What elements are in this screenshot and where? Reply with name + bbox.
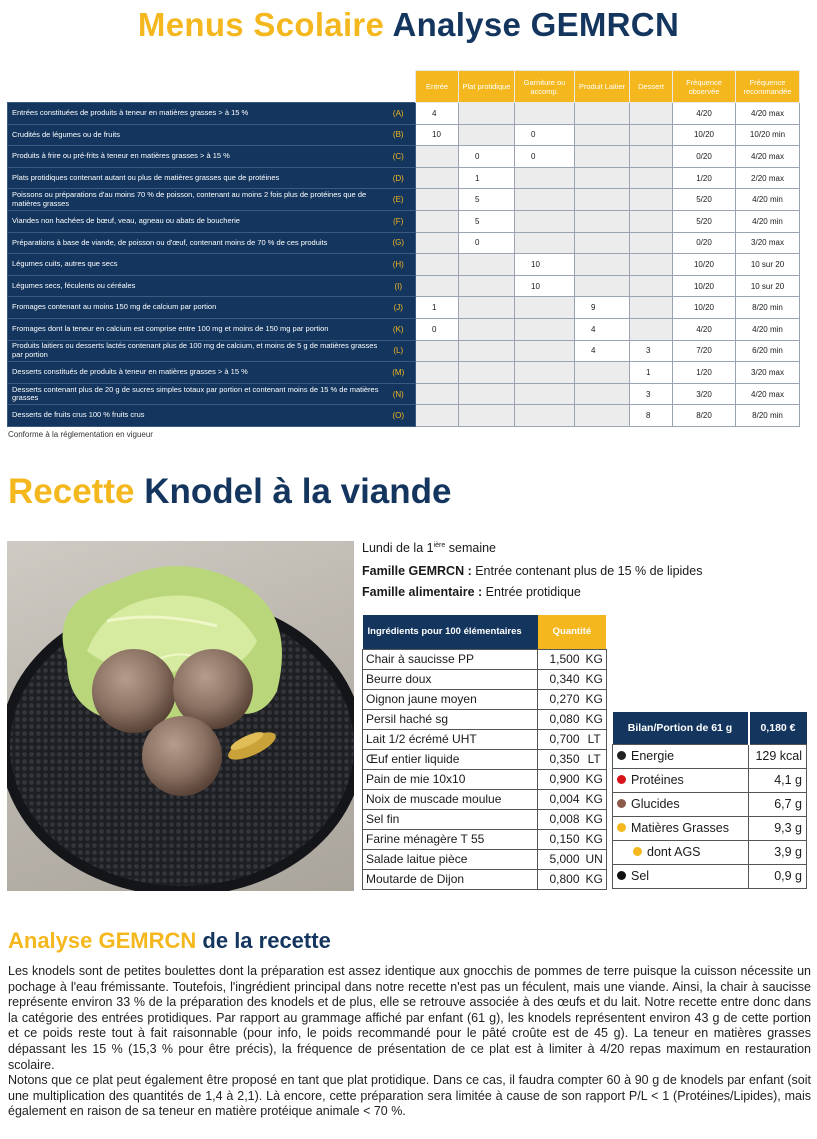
famille-alimentaire: [362, 585, 581, 599]
gemrcn-table: [7, 70, 800, 427]
analysis-paragraph: Notons que ce plat peut également être proposé en tant que plat protidique. Dans ce cas, il faudra compter 60 à 90 g de knodels par enfant (soit une multiplication des quantités de 1,4 à 2,1). Là encore, cette préparation sera limitée à cause de son rapport P/L < 1 (Protéines/Lipides), mais également en raison de sa teneur en matière protéique animale < 70 %.: [8, 1073, 811, 1119]
row-cell: 10/20: [673, 254, 736, 276]
row-cell: 9: [575, 297, 630, 319]
row-cell: 4/20 min: [736, 318, 800, 340]
gemrcn-row: [8, 232, 800, 254]
row-cell: 8: [630, 405, 673, 427]
ingredient-qty: 0,080: [538, 709, 583, 729]
ingredient-qty: 5,000: [538, 849, 583, 869]
ingredient-name: Persil haché sg: [363, 709, 538, 729]
ingredient-name: Œuf entier liquide: [363, 749, 538, 769]
nutrient-dot-icon: [617, 823, 626, 832]
row-cell: 3/20: [673, 383, 736, 405]
row-label: Produits à frire ou pré-frits à teneur en matières grasses > à 15 %: [8, 146, 382, 168]
ingredient-unit: KG: [583, 809, 607, 829]
row-cell: [575, 124, 630, 146]
gemrcn-row: [8, 167, 800, 189]
row-cell: 3/20 max: [736, 362, 800, 384]
recipe-day-prefix: Lundi de la 1: [362, 541, 434, 555]
row-cell: [416, 362, 459, 384]
analysis-title-yellow: Analyse GEMRCN: [8, 928, 197, 953]
bilan-value: 4,1 g: [749, 768, 807, 792]
row-cell: 1/20: [673, 167, 736, 189]
row-cell: [630, 189, 673, 211]
row-cell: 10: [416, 124, 459, 146]
ingredient-row: [363, 849, 607, 869]
row-cell: [630, 103, 673, 125]
nutrient-dot-icon: [633, 847, 642, 856]
recipe-title: [8, 472, 452, 512]
ingredient-row: [363, 729, 607, 749]
bilan-value: 9,3 g: [749, 816, 807, 840]
row-code: (F): [382, 210, 416, 232]
gemrcn-row: [8, 210, 800, 232]
famille-alim-value: Entrée protidique: [482, 585, 581, 599]
row-cell: 0: [416, 318, 459, 340]
row-code: (N): [382, 383, 416, 405]
row-cell: [575, 362, 630, 384]
row-cell: 1: [630, 362, 673, 384]
gemrcn-row: [8, 383, 800, 405]
ingredient-name: Salade laitue pièce: [363, 849, 538, 869]
bilan-label-text: Sel: [631, 869, 650, 883]
row-cell: 3/20 max: [736, 232, 800, 254]
row-cell: [416, 189, 459, 211]
row-cell: [575, 405, 630, 427]
row-code: (E): [382, 189, 416, 211]
row-cell: 0/20: [673, 232, 736, 254]
analysis-title-navy: de la recette: [202, 928, 331, 953]
row-cell: [575, 167, 630, 189]
ingredient-unit: KG: [583, 709, 607, 729]
ingredient-qty: 0,270: [538, 689, 583, 709]
ingredient-name: Moutarde de Dijon: [363, 869, 538, 889]
bilan-label-text: Glucides: [631, 797, 680, 811]
row-cell: [515, 103, 575, 125]
row-cell: [459, 318, 515, 340]
row-label: Légumes cuits, autres que secs: [8, 254, 382, 276]
bilan-label: [613, 864, 749, 888]
ingredient-qty: 0,800: [538, 869, 583, 889]
row-cell: 10/20 min: [736, 124, 800, 146]
row-cell: [416, 340, 459, 362]
bilan-label: [613, 792, 749, 816]
row-cell: 10 sur 20: [736, 275, 800, 297]
row-cell: [515, 210, 575, 232]
row-label: Plats protidiques contenant autant ou plus de matières grasses que de protéines: [8, 167, 382, 189]
bilan-label-text: Energie: [631, 749, 675, 763]
row-code: (H): [382, 254, 416, 276]
bilan-price: 0,180 €: [749, 712, 807, 744]
row-cell: [459, 405, 515, 427]
row-cell: [515, 232, 575, 254]
row-cell: 7/20: [673, 340, 736, 362]
recipe-day-suffix: semaine: [445, 541, 497, 555]
row-cell: 4/20: [673, 318, 736, 340]
nutrient-dot-icon: [617, 799, 626, 808]
ingredient-row: [363, 869, 607, 889]
row-cell: 8/20 min: [736, 405, 800, 427]
bilan-table: [612, 712, 807, 889]
row-cell: [416, 405, 459, 427]
bilan-header: Bilan/Portion de 61 g: [613, 712, 749, 744]
ingredient-unit: KG: [583, 829, 607, 849]
gemrcn-row: [8, 405, 800, 427]
row-code: (M): [382, 362, 416, 384]
ingredient-qty: 1,500: [538, 649, 583, 669]
row-cell: [575, 210, 630, 232]
row-cell: 5: [459, 189, 515, 211]
row-cell: [630, 210, 673, 232]
row-code: (D): [382, 167, 416, 189]
row-cell: [459, 383, 515, 405]
bilan-row: [613, 768, 807, 792]
ingredient-name: Noix de muscade moulue: [363, 789, 538, 809]
famille-alim-label: Famille alimentaire :: [362, 585, 483, 599]
analysis-paragraph: Les knodels sont de petites boulettes dont la préparation est assez identique aux gnocchis de pommes de terre puisque la cuisson nécessite un pochage à l'eau frémissante. Toutefois, l'ingrédient principal dans notre recette n'est pas un féculent, mais une viande. Ainsi, la chair à saucisse représente environ 33 % de la préparation des knodels et de plus, elle se retrouve associée à des œufs et du lait. Notre recette entre donc dans la catégorie des entrées protidiques. Par rapport au grammage affiché par enfant (61 g), les knodels représentent environ 43 g de cette portion et ce poids reste tout à fait raisonnable (pour info, le poids recommandé pour le pâté croûte est de 45 g). La teneur en matières grasses dépassant les 15 % (15,3 % pour être précis), la fréquence de présentation de ce plat est à limiter à 4/20 repas maximum en restauration scolaire.: [8, 964, 811, 1072]
gemrcn-row: [8, 362, 800, 384]
row-cell: [575, 103, 630, 125]
row-cell: [459, 275, 515, 297]
row-cell: [515, 340, 575, 362]
ingredient-unit: KG: [583, 869, 607, 889]
row-label: Desserts contenant plus de 20 g de sucres simples totaux par portion et contenant moins de 15 % de matières grasses: [8, 383, 382, 405]
row-cell: [630, 124, 673, 146]
ingredient-qty: 0,700: [538, 729, 583, 749]
gemrcn-row: [8, 189, 800, 211]
row-cell: [459, 362, 515, 384]
title-navy: Analyse GEMRCN: [392, 6, 680, 43]
row-label: Légumes secs, féculents ou céréales: [8, 275, 382, 297]
ingredient-unit: KG: [583, 649, 607, 669]
bilan-label-text: dont AGS: [647, 845, 701, 859]
row-cell: 8/20 min: [736, 297, 800, 319]
ingredient-unit: KG: [583, 769, 607, 789]
ingredient-row: [363, 829, 607, 849]
row-code: (A): [382, 103, 416, 125]
row-cell: 10: [515, 254, 575, 276]
title-yellow: Menus Scolaire: [137, 6, 385, 43]
gemrcn-row: [8, 146, 800, 168]
row-cell: [416, 146, 459, 168]
recipe-title-yellow: Recette: [8, 472, 135, 511]
row-label: Fromages dont la teneur en calcium est comprise entre 100 mg et moins de 150 mg par portion: [8, 318, 382, 340]
gemrcn-row: [8, 103, 800, 125]
gemrcn-row: [8, 275, 800, 297]
ingredient-qty: 0,350: [538, 749, 583, 769]
row-cell: [459, 124, 515, 146]
bilan-value: 0,9 g: [749, 864, 807, 888]
row-label: Produits laitiers ou desserts lactés contenant plus de 100 mg de calcium, et moins de 5 g de matières grasses par portion: [8, 340, 382, 362]
row-code: (B): [382, 124, 416, 146]
row-cell: 4/20 min: [736, 189, 800, 211]
row-cell: 10 sur 20: [736, 254, 800, 276]
col-header: Produit Laitier: [575, 71, 630, 103]
nutrient-dot-icon: [617, 775, 626, 784]
row-cell: 4: [575, 318, 630, 340]
ingredient-row: [363, 649, 607, 669]
ingredient-name: Farine ménagère T 55: [363, 829, 538, 849]
bilan-label: [613, 768, 749, 792]
row-cell: 4/20 min: [736, 210, 800, 232]
row-cell: [416, 167, 459, 189]
row-cell: [630, 275, 673, 297]
row-cell: [515, 405, 575, 427]
page-title: [0, 6, 817, 44]
ingredient-qty: 0,150: [538, 829, 583, 849]
ingredients-header-name: Ingrédients pour 100 élémentaires: [363, 615, 538, 649]
row-cell: 2/20 max: [736, 167, 800, 189]
row-cell: 3: [630, 340, 673, 362]
row-code: (L): [382, 340, 416, 362]
gemrcn-row: [8, 254, 800, 276]
gemrcn-row: [8, 124, 800, 146]
row-cell: 4/20: [673, 103, 736, 125]
row-cell: [416, 254, 459, 276]
knodel-illustration: [7, 541, 354, 891]
row-cell: [459, 340, 515, 362]
row-cell: [630, 254, 673, 276]
row-cell: [575, 254, 630, 276]
row-cell: 0: [459, 232, 515, 254]
ingredient-name: Lait 1/2 écrémé UHT: [363, 729, 538, 749]
row-code: (J): [382, 297, 416, 319]
row-cell: [630, 167, 673, 189]
bilan-value: 129 kcal: [749, 744, 807, 768]
analysis-text: [8, 964, 811, 1120]
ingredient-row: [363, 749, 607, 769]
ingredient-name: Beurre doux: [363, 669, 538, 689]
recipe-day: [362, 541, 496, 555]
footnote: Conforme à la réglementation en vigueur: [8, 430, 153, 439]
row-code: (K): [382, 318, 416, 340]
row-cell: 4: [575, 340, 630, 362]
row-cell: [459, 254, 515, 276]
bilan-label: [613, 744, 749, 768]
row-cell: 10/20: [673, 124, 736, 146]
bilan-label: [613, 840, 749, 864]
ingredient-row: [363, 769, 607, 789]
row-cell: 5/20: [673, 210, 736, 232]
row-cell: [515, 189, 575, 211]
ingredient-qty: 0,004: [538, 789, 583, 809]
gemrcn-row: [8, 340, 800, 362]
gemrcn-row: [8, 318, 800, 340]
recipe-photo: [7, 541, 354, 891]
gemrcn-row: [8, 297, 800, 319]
row-label: Poissons ou préparations d'au moins 70 % de poisson, contenant au moins 2 fois plus de protéines que de matières grasses: [8, 189, 382, 211]
row-label: Desserts constitués de produits à teneur en matières grasses > à 15 %: [8, 362, 382, 384]
row-cell: 4/20 max: [736, 146, 800, 168]
row-code: (O): [382, 405, 416, 427]
bilan-label-text: Protéines: [631, 773, 684, 787]
row-cell: [630, 318, 673, 340]
row-cell: 0: [515, 124, 575, 146]
row-cell: 4/20 max: [736, 103, 800, 125]
row-cell: [515, 297, 575, 319]
ingredient-qty: 0,900: [538, 769, 583, 789]
row-label: Préparations à base de viande, de poisson ou d'œuf, contenant moins de 70 % de ces produits: [8, 232, 382, 254]
analysis-title: [8, 928, 331, 954]
row-cell: [630, 297, 673, 319]
col-header: Fréquence recommandée: [736, 71, 800, 103]
row-cell: [515, 318, 575, 340]
ingredients-header-qty: Quantité: [538, 615, 607, 649]
famille-gemrcn-label: Famille GEMRCN :: [362, 564, 472, 578]
ingredient-unit: LT: [583, 729, 607, 749]
row-cell: 1: [459, 167, 515, 189]
row-cell: 4/20 max: [736, 383, 800, 405]
row-cell: 6/20 min: [736, 340, 800, 362]
row-label: Viandes non hachées de bœuf, veau, agneau ou abats de boucherie: [8, 210, 382, 232]
col-header: Dessert: [630, 71, 673, 103]
row-label: Entrées constituées de produits à teneur en matières grasses > à 15 %: [8, 103, 382, 125]
ingredient-name: Oignon jaune moyen: [363, 689, 538, 709]
row-cell: 10/20: [673, 297, 736, 319]
bilan-row: [613, 744, 807, 768]
row-label: Desserts de fruits crus 100 % fruits crus: [8, 405, 382, 427]
row-cell: 5: [459, 210, 515, 232]
row-cell: [416, 275, 459, 297]
col-header: Plat protidique: [459, 71, 515, 103]
bilan-row: [613, 864, 807, 888]
ingredient-row: [363, 809, 607, 829]
ingredient-name: Chair à saucisse PP: [363, 649, 538, 669]
row-cell: 1: [416, 297, 459, 319]
bilan-label-text: Matières Grasses: [631, 821, 729, 835]
ingredient-row: [363, 689, 607, 709]
ingredient-qty: 0,340: [538, 669, 583, 689]
nutrient-dot-icon: [617, 871, 626, 880]
recipe-day-sup: ière: [433, 541, 446, 549]
row-cell: [515, 167, 575, 189]
row-code: (C): [382, 146, 416, 168]
col-header: Fréquence observée: [673, 71, 736, 103]
ingredient-row: [363, 669, 607, 689]
bilan-value: 3,9 g: [749, 840, 807, 864]
row-cell: [630, 146, 673, 168]
row-cell: 0: [515, 146, 575, 168]
ingredient-unit: KG: [583, 669, 607, 689]
row-cell: [416, 210, 459, 232]
row-cell: 0: [459, 146, 515, 168]
row-cell: 4: [416, 103, 459, 125]
row-cell: [416, 232, 459, 254]
col-header: Entrée: [416, 71, 459, 103]
row-cell: [515, 362, 575, 384]
row-cell: [575, 189, 630, 211]
row-label: Fromages contenant au moins 150 mg de calcium par portion: [8, 297, 382, 319]
row-cell: 10: [515, 275, 575, 297]
famille-gemrcn-value: Entrée contenant plus de 15 % de lipides: [471, 564, 703, 578]
famille-gemrcn: [362, 564, 702, 578]
bilan-row: [613, 816, 807, 840]
row-cell: 10/20: [673, 275, 736, 297]
row-code: (I): [382, 275, 416, 297]
row-cell: [416, 383, 459, 405]
ingredient-name: Pain de mie 10x10: [363, 769, 538, 789]
row-cell: 8/20: [673, 405, 736, 427]
row-cell: 5/20: [673, 189, 736, 211]
ingredient-unit: UN: [583, 849, 607, 869]
row-cell: [575, 383, 630, 405]
ingredient-row: [363, 709, 607, 729]
row-cell: [630, 232, 673, 254]
nutrient-dot-icon: [617, 751, 626, 760]
ingredient-unit: LT: [583, 749, 607, 769]
ingredient-row: [363, 789, 607, 809]
ingredient-qty: 0,008: [538, 809, 583, 829]
row-cell: 1/20: [673, 362, 736, 384]
recipe-title-navy: Knodel à la viande: [144, 472, 452, 511]
col-header: Garniture ou accomp.: [515, 71, 575, 103]
bilan-value: 6,7 g: [749, 792, 807, 816]
ingredient-unit: KG: [583, 689, 607, 709]
ingredient-name: Sel fin: [363, 809, 538, 829]
row-cell: [459, 297, 515, 319]
row-cell: [575, 146, 630, 168]
row-cell: [575, 275, 630, 297]
row-cell: [515, 383, 575, 405]
row-cell: [459, 103, 515, 125]
row-cell: [575, 232, 630, 254]
row-cell: 0/20: [673, 146, 736, 168]
ingredients-table: [362, 615, 607, 890]
row-cell: 3: [630, 383, 673, 405]
ingredient-unit: KG: [583, 789, 607, 809]
bilan-row: [613, 792, 807, 816]
row-label: Crudités de légumes ou de fruits: [8, 124, 382, 146]
bilan-row: [613, 840, 807, 864]
row-code: (G): [382, 232, 416, 254]
bilan-label: [613, 816, 749, 840]
